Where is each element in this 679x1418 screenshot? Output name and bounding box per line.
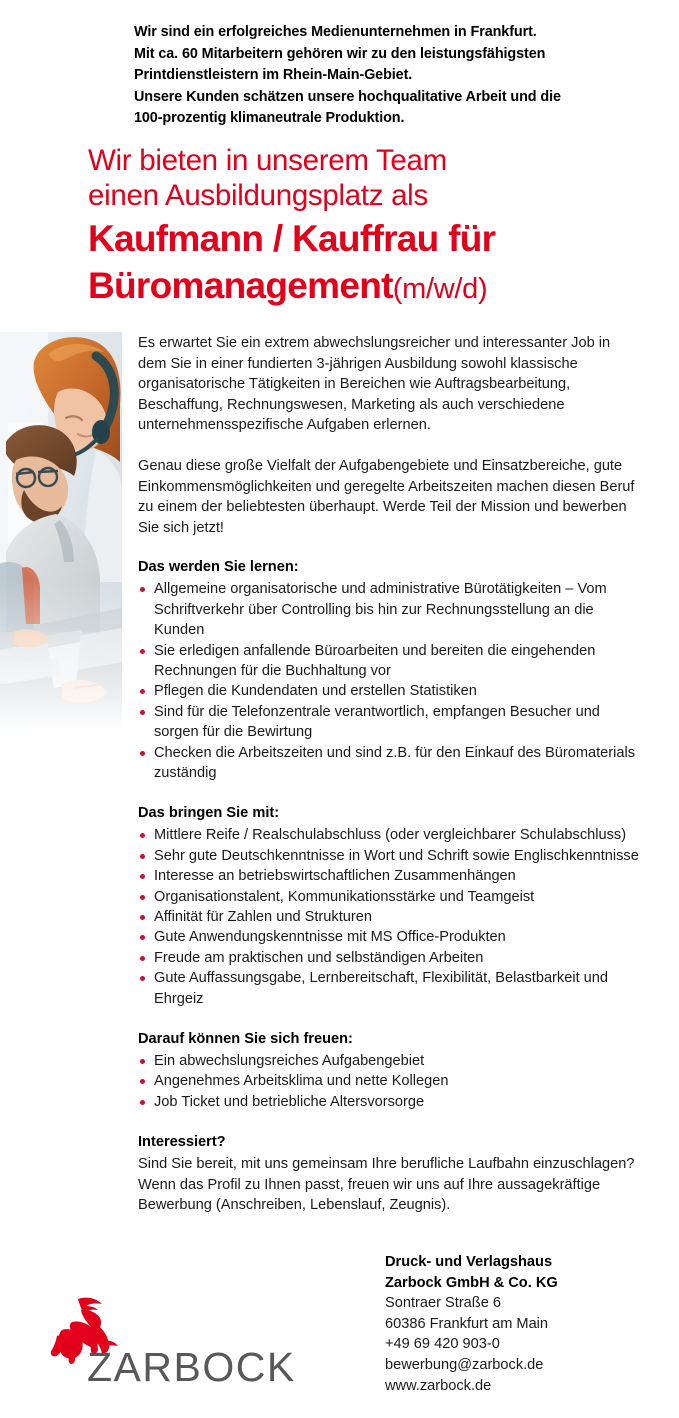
intro-line-5: 100-prozentig klimaneutrale Produktion. [134, 110, 405, 126]
intro-line-4: Unsere Kunden schätzen unsere hochqualitative Arbeit und die [134, 88, 561, 105]
company-address [385, 1252, 558, 1396]
job-title-line-2 [88, 265, 658, 310]
section-benefits-list [138, 1051, 640, 1112]
body-paragraph-2: Genau diese große Vielfalt der Aufgabengebiete und Einsatzbereiche, gute Einkommensmöglichkeiten und geregelte Arbeitszeiten machen diesen Beruf zu einem der beliebtesten überhaupt. Werde Teil der Mission und bewerben Sie sich jetzt! [138, 457, 635, 536]
headline-line-2: einen Ausbildungsplatz als [88, 179, 428, 212]
intro-line-2: Mit ca. 60 Mitarbeitern gehören wir zu den leistungsfähigsten [134, 45, 546, 62]
job-title-text-2: Büromanagement [88, 265, 393, 306]
company-name-line-1: Druck- und Verlagshaus [385, 1254, 553, 1270]
contact-phone[interactable]: +49 69 420 903-0 [385, 1336, 500, 1353]
list-item: Ein abwechslungsreiches Aufgabengebiet [138, 1051, 640, 1071]
company-name-line-2: Zarbock GmbH & Co. KG [385, 1274, 558, 1291]
section-benefits-heading: Darauf können Sie sich freuen: [138, 1031, 353, 1048]
contact-email[interactable]: bewerbung@zarbock.de [385, 1356, 544, 1373]
list-item: Interesse an betriebswirtschaftlichen Zusammenhängen [138, 866, 640, 886]
section-learn [138, 557, 640, 783]
intro-paragraph [134, 22, 654, 130]
list-item: Mittlere Reife / Realschulabschluss (oder vergleichbarer Schulabschluss) [138, 825, 640, 845]
gender-suffix: (m/w/d) [392, 273, 488, 305]
contact-website[interactable]: www.zarbock.de [385, 1377, 492, 1394]
section-learn-list [138, 579, 640, 783]
list-item: Allgemeine organisatorische und administrative Bürotätigkeiten – Vom Schriftverkehr über Controlling bis hin zur Rechnungsstellung an die Kunden [138, 579, 640, 640]
job-title-text-1: Kaufmann / Kauffrau für [88, 218, 496, 259]
list-item: Gute Anwendungskenntnisse mit MS Office-Produkten [138, 927, 640, 947]
zarbock-logo [45, 1296, 295, 1388]
list-item: Freude am praktischen und selbständigen Arbeiten [138, 948, 640, 968]
list-item: Gute Auffassungsgabe, Lernbereitschaft, Flexibilität, Belastbarkeit und Ehrgeiz [138, 968, 640, 1009]
intro-line-1: Wir sind ein erfolgreiches Medienunternehmen in Frankfurt. [134, 24, 537, 40]
job-headline [88, 143, 658, 310]
list-item: Angenehmes Arbeitsklima und nette Kollegen [138, 1071, 640, 1091]
headline-line-1: Wir bieten in unserem Team [88, 144, 447, 177]
address-street: Sontraer Straße 6 [385, 1295, 501, 1312]
job-title-line-1 [88, 218, 658, 260]
list-item: Affinität für Zahlen und Strukturen [138, 907, 640, 927]
body-paragraph-1: Es erwartet Sie ein extrem abwechslungsreicher und interessanter Job in dem Sie in einer fundierten 3-jährigen Ausbildung sowohl klassische organisatorische Tätigkeiten in Bereichen wie Auftragsbearbeitung, Beschaffung, Rechnungswesen, Marketing als auch verschiedene unternehmensspezifische Aufgaben erlernen. [138, 335, 611, 434]
logo-wordmark: ZARBOCK [87, 1344, 296, 1390]
section-learn-heading: Das werden Sie lernen: [138, 559, 299, 576]
list-item: Checken die Arbeitszeiten und sind z.B. für den Einkauf des Büromaterials zuständig [138, 743, 640, 784]
section-benefits [138, 1029, 640, 1112]
section-requirements [138, 803, 640, 1009]
address-city: 60386 Frankfurt am Main [385, 1315, 549, 1332]
section-requirements-list [138, 825, 640, 1009]
closing-text: Sind Sie bereit, mit uns gemeinsam Ihre berufliche Laufbahn einzuschlagen? Wenn das Profil zu Ihnen passt, freuen wir uns auf Ihre aussagekräftige Bewerbung (Anschreiben, Lebenslauf, Zeugnis). [138, 1156, 635, 1214]
list-item: Sind für die Telefonzentrale verantwortlich, empfangen Besucher und sorgen für die Bewirtung [138, 702, 640, 743]
intro-line-3: Printdienstleistern im Rhein-Main-Gebiet. [134, 67, 413, 83]
list-item: Sehr gute Deutschkenntnisse in Wort und Schrift sowie Englischkenntnisse [138, 846, 640, 866]
list-item: Pflegen die Kundendaten und erstellen Statistiken [138, 681, 640, 701]
list-item: Organisationstalent, Kommunikationsstärke und Teamgeist [138, 887, 640, 907]
closing-heading: Interessiert? [138, 1134, 226, 1151]
list-item: Job Ticket und betriebliche Altersvorsorge [138, 1092, 640, 1112]
section-requirements-heading: Das bringen Sie mit: [138, 805, 280, 822]
office-team-photo [0, 332, 122, 732]
main-content [138, 333, 640, 1236]
section-closing [138, 1132, 640, 1216]
list-item: Sie erledigen anfallende Büroarbeiten und bereiten die eingehenden Rechnungen für die Buchhaltung vor [138, 641, 640, 682]
